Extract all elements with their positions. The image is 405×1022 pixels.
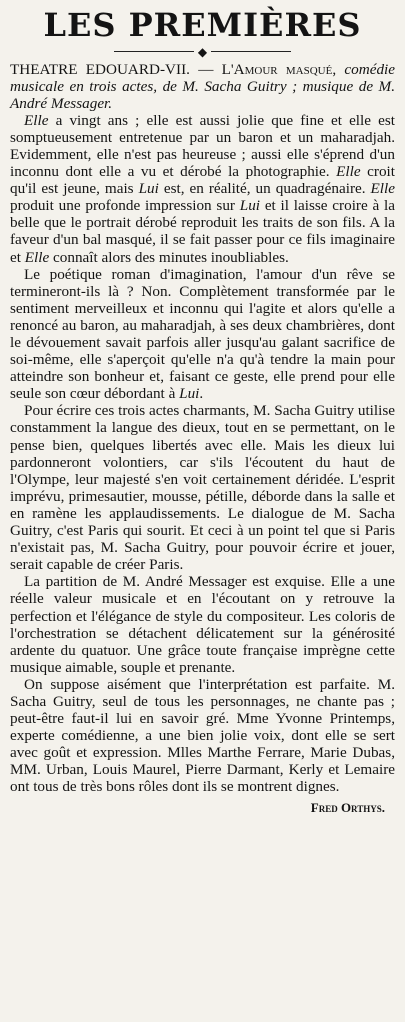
text-run: est, en réalité, un quadragénaire. bbox=[158, 180, 371, 198]
author-signature: Fred Orthys. bbox=[310, 799, 385, 815]
theatre-name: THEATRE EDOUARD-VII. bbox=[10, 60, 190, 78]
text-run: et il laisse croire à la belle que le portrait dérobé reproduit les traits de son fils. A la faveur d'un bal masqué, il se fait passer pour ce fils imaginaire et bbox=[10, 197, 395, 266]
text-run: produit une profonde impression sur bbox=[10, 197, 240, 215]
text-run: croit qu'il est jeune, mais bbox=[10, 163, 395, 198]
body-paragraph bbox=[10, 266, 395, 403]
article-title: LES PREMIÈRES bbox=[43, 6, 362, 44]
text-run: Le poétique roman d'imagination, l'amour d'un rêve se termineront-ils là ? Non. Complètement transformée par le sentiment merveilleux et inconnu qui l'agite et alors qu'elle a renoncé au baron, au maharadjah, à ses deux chambrières, dont le dévouement savait parfois aller jusqu'au galant sacrifice de soi-même, elle s'aperçoit qu'elle n'a qu'à tendre la main pour atteindre son bonheur et, faisant ce geste, elle prend pour elle seule son cœur débordant à bbox=[10, 265, 395, 403]
text-run: La partition de M. André Messager est exquise. Elle a une réelle valeur musicale et en l'écoutant on y retrouve la perfection et l'élégance de style du compositeur. Les coloris de l'orchestration se détachent délicatement sur la générosité ardente du quatuor. Une grâce toute française imprègne cette musique aimable, souple et prenante. bbox=[10, 573, 395, 676]
play-title: L'Amour masqué, bbox=[221, 60, 337, 78]
ornament-rule-right bbox=[211, 51, 291, 52]
intro-paragraph bbox=[10, 61, 395, 112]
body-paragraph bbox=[10, 402, 395, 573]
text-run: On suppose aisément que l'interprétation est parfaite. M. Sacha Guitry, seul de tous les personnages, ne chante pas ; peut-être faut-il lui en savoir gré. Mme Yvonne Printemps, experte comédienne, a une bien jolie voix, dont elle se sert avec goût et expression. Mlles Marthe Ferrare, Marie Dubas, MM. Urban, Louis Maurel, Pierre Darmant, Kerly et Lemaire ont tous de très bons rôles dont ils se montrent dignes. bbox=[10, 675, 395, 796]
diamond-icon: ◆ bbox=[197, 44, 208, 59]
body-paragraph bbox=[10, 112, 395, 266]
play-subtitle: comédie musicale en trois actes, de M. Sacha Guitry ; musique de M. André Messager. bbox=[10, 60, 396, 112]
italic-run: Elle bbox=[24, 248, 50, 266]
body-paragraphs bbox=[10, 112, 395, 796]
italic-run: Lui bbox=[138, 180, 159, 198]
ornament-rule-left bbox=[114, 51, 194, 52]
body-paragraph bbox=[10, 573, 395, 676]
text-run: Pour écrire ces trois actes charmants, M. Sacha Guitry utilise constamment la langue des dieux, tout en se permettant, on le pense bien, quelques libertés avec elle. Mais les dieux lui pardonneront volontiers, car s'ils l'écoutent du haut de l'Olympe, leur majesté s'en voit certainement déridée. L'esprit imprévu, primesautier, mousse, pétille, déborde dans la salle et en ramène les applaudissements. Le dialogue de M. Sacha Guitry, c'est Paris qui sourit. Et ceci à un point tel que si Paris n'existait pas, M. Sacha Guitry, pour pouvoir écrire et jouer, serait capable de créer Paris. bbox=[10, 402, 395, 574]
text-run: . bbox=[199, 385, 204, 403]
body-paragraph bbox=[10, 676, 395, 796]
italic-run: Elle bbox=[336, 163, 361, 181]
intro-dash: — bbox=[189, 60, 222, 78]
text-run: connaît alors des minutes inoubliables. bbox=[49, 248, 289, 266]
text-run: a vingt ans ; elle est aussi jolie que fine et elle est somptueusement entretenue par un baron et un maharadjah. Evidemment, elle n'est pas heureuse ; aussi elle s'éprend d'un inconnu dont elle a vu et dérobé la photographie. bbox=[10, 111, 395, 181]
italic-run: Lui bbox=[239, 197, 261, 215]
article-body bbox=[10, 61, 395, 796]
article bbox=[0, 6, 405, 1022]
italic-run: Elle bbox=[24, 111, 49, 129]
italic-run: Elle bbox=[370, 180, 395, 198]
title-ornament bbox=[10, 44, 395, 59]
italic-run: Lui bbox=[179, 385, 200, 403]
